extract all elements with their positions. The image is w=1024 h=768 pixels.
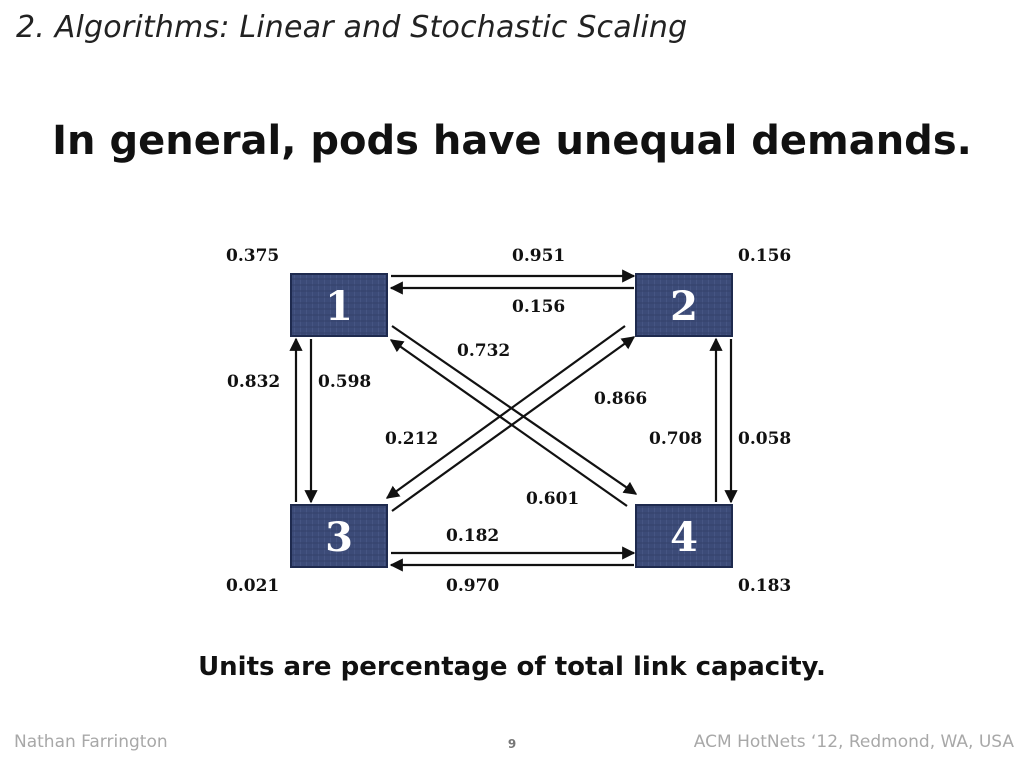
section-title: 2. Algorithms: Linear and Stochastic Scaling bbox=[16, 10, 688, 45]
pod-2-self-value: 0.156 bbox=[738, 246, 792, 266]
footer-page-number: 9 bbox=[507, 737, 517, 751]
link-4-2-value: 0.708 bbox=[649, 429, 703, 449]
pod-4 bbox=[636, 505, 732, 567]
link-3-4-value: 0.182 bbox=[446, 526, 500, 546]
arrow-4-to-1 bbox=[391, 340, 627, 506]
link-2-4-value: 0.058 bbox=[738, 429, 792, 449]
pod-1-self-value: 0.375 bbox=[226, 246, 280, 266]
link-4-1-value: 0.732 bbox=[457, 341, 511, 361]
slide-headline: In general, pods have unequal demands. bbox=[52, 118, 972, 164]
link-1-4-value: 0.601 bbox=[526, 489, 580, 509]
pod-3-label: 3 bbox=[325, 514, 353, 561]
pod-3-self-value: 0.021 bbox=[226, 576, 280, 596]
pod-1 bbox=[291, 274, 387, 336]
link-4-3-value: 0.970 bbox=[446, 576, 500, 596]
link-3-1-value: 0.832 bbox=[227, 372, 281, 392]
footer-author: Nathan Farrington bbox=[14, 732, 168, 752]
diagram-caption: Units are percentage of total link capacity. bbox=[198, 652, 826, 682]
link-2-1-value: 0.156 bbox=[512, 297, 566, 317]
pod-1-label: 1 bbox=[325, 283, 353, 330]
footer-venue: ACM HotNets ‘12, Redmond, WA, USA bbox=[693, 732, 1014, 752]
link-1-3-value: 0.598 bbox=[318, 372, 372, 392]
pod-2-label: 2 bbox=[670, 283, 698, 330]
link-1-2-value: 0.951 bbox=[512, 246, 566, 266]
link-2-3-value: 0.212 bbox=[385, 429, 439, 449]
link-3-2-value: 0.866 bbox=[594, 389, 648, 409]
pod-2 bbox=[636, 274, 732, 336]
pod-4-label: 4 bbox=[670, 514, 698, 561]
pod-3 bbox=[291, 505, 387, 567]
pod-4-self-value: 0.183 bbox=[738, 576, 792, 596]
